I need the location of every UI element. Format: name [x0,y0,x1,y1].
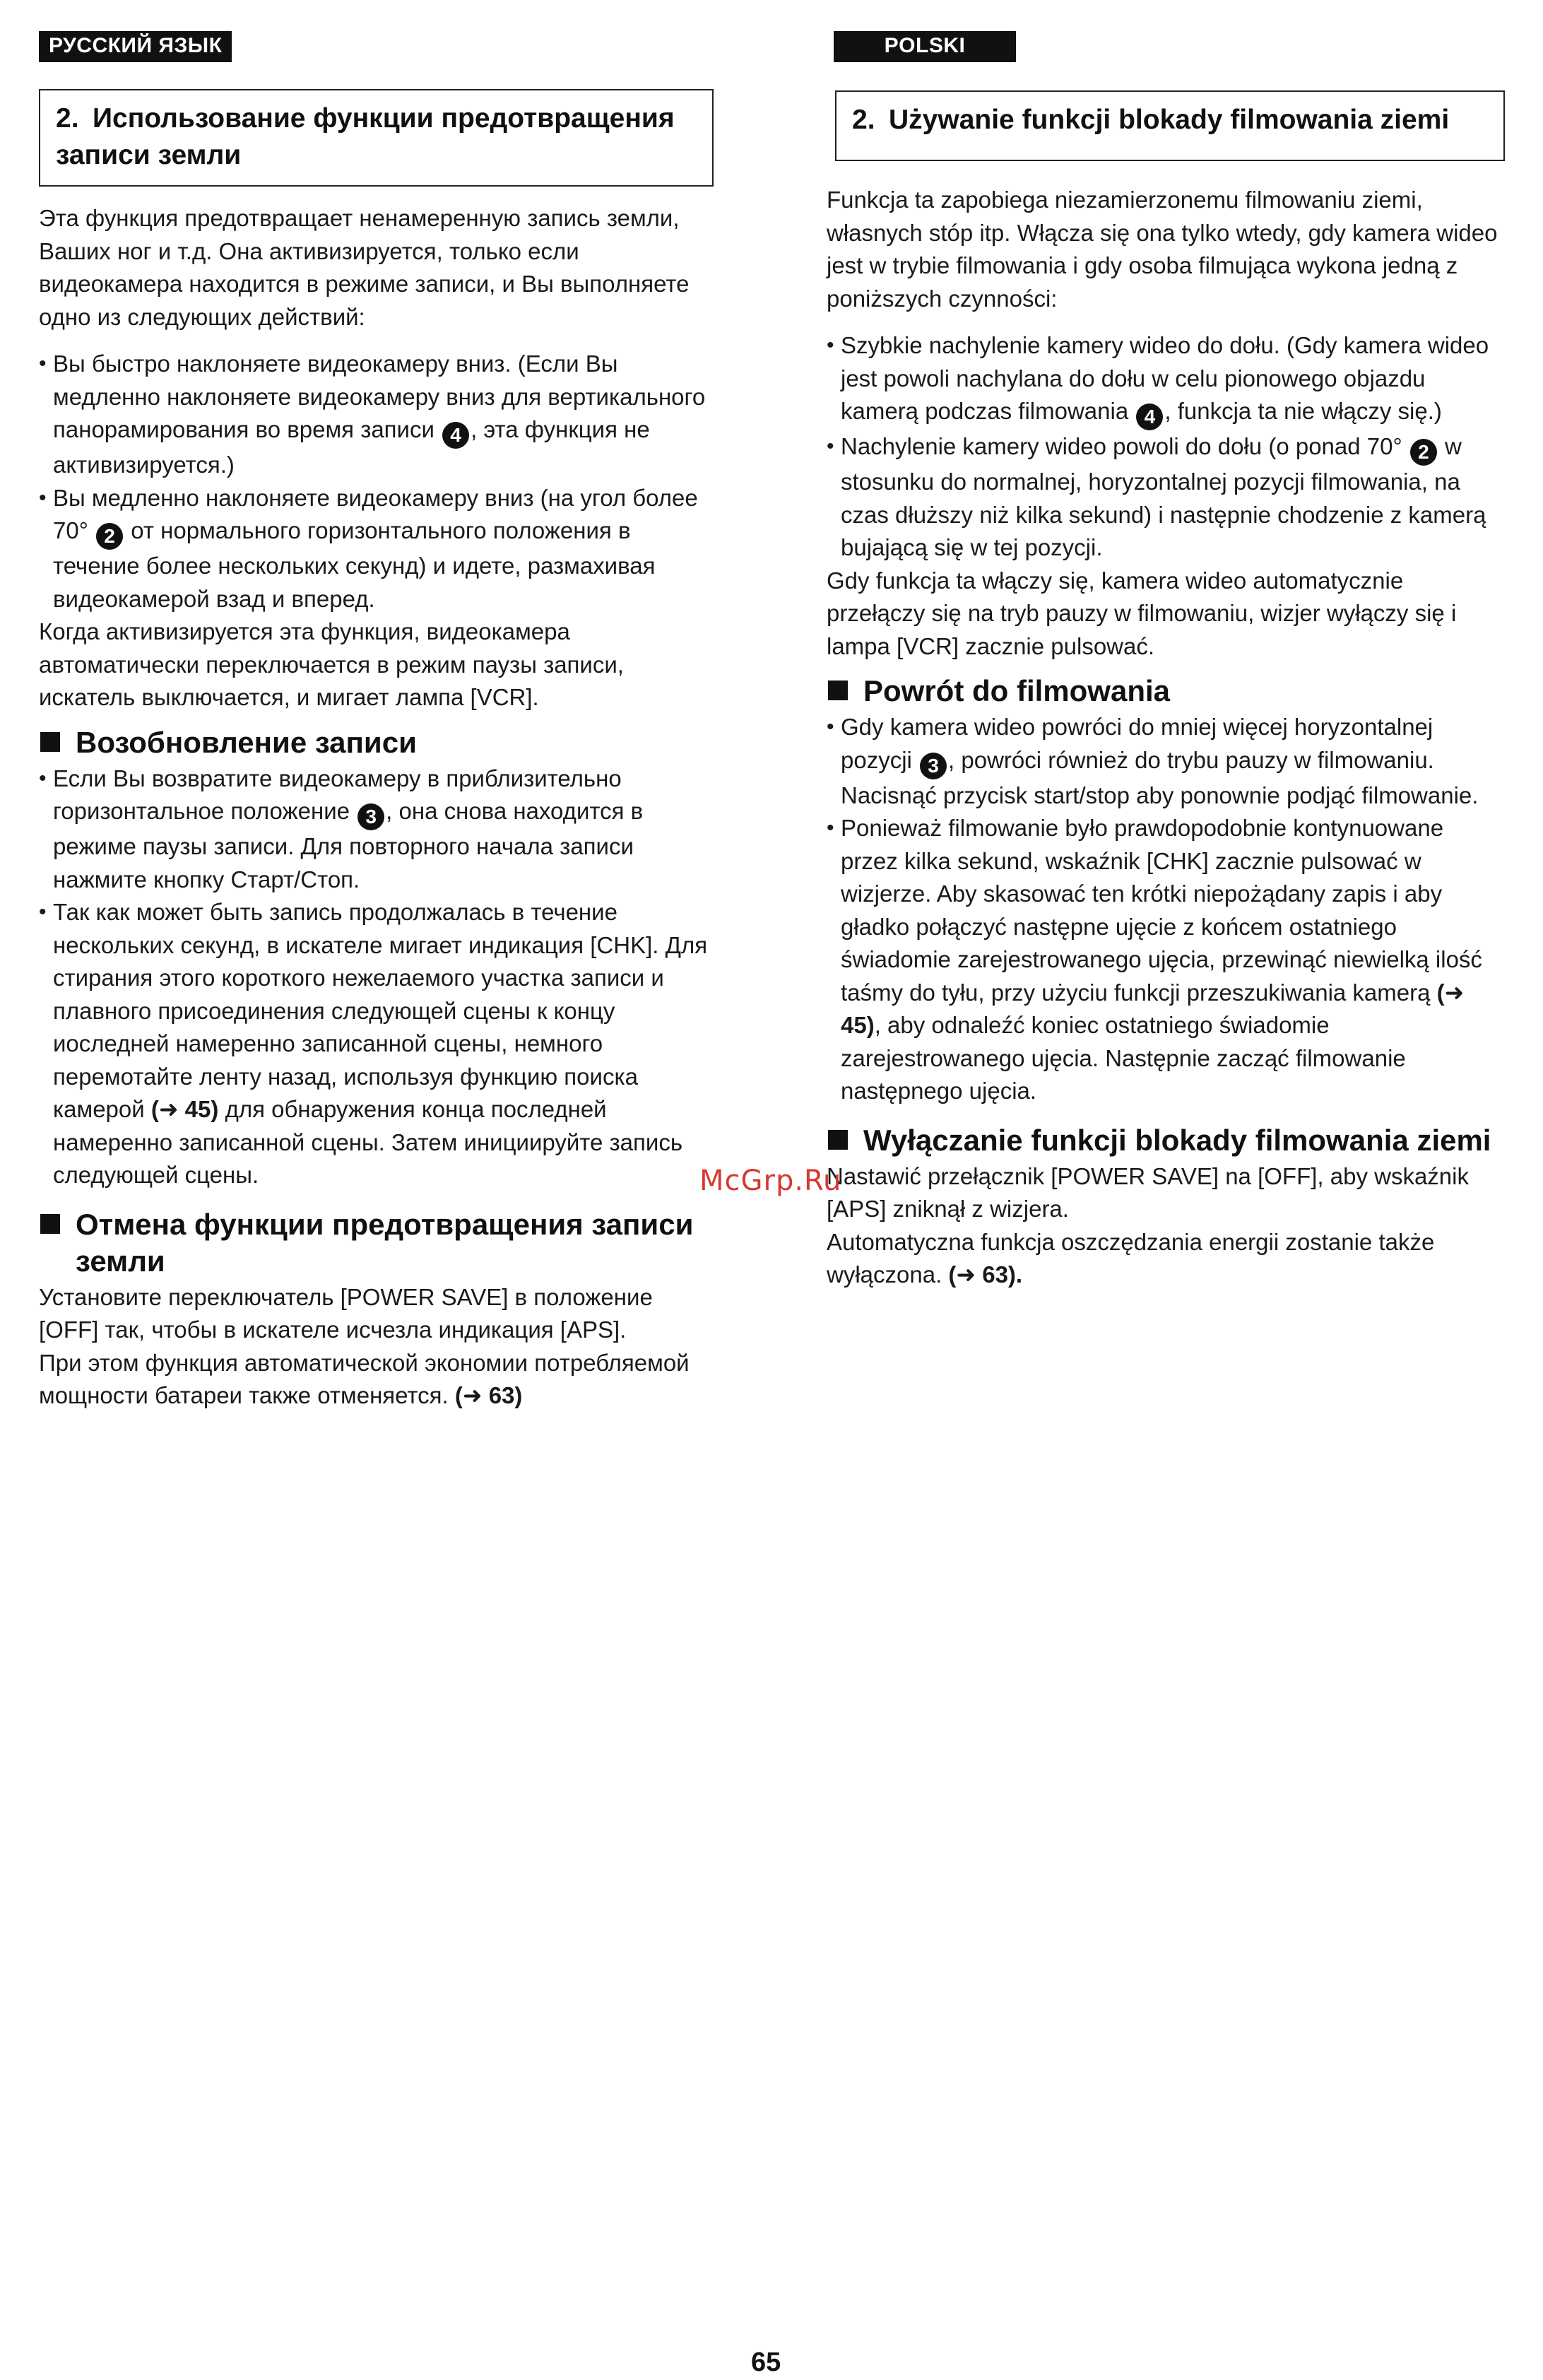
bullet-slow-tilt: • Nachylenie kamery wideo powoli do dołu (o ponad 70° 2 w stosunku do normalnej, horyzontalnej pozycji filmowania, na czas dłuższy niż kilka sekund) i następnie chodzenie z kamerą bujającą się w tej pozycji. [827,430,1505,565]
bullet-return-horizontal: • Gdy kamera wideo powróci do mniej więcej horyzontalnej pozycji 3 , powróci również do trybu pauzy w filmowaniu. Nacisnąć przycisk start/stop aby ponownie podjąć filmowanie. [827,711,1505,812]
section-number: 2. [852,105,875,135]
page-reference: (➜ 63). [948,1261,1023,1288]
heading-cancel-function: Wyłączanie funkcji blokady filmowania ziemi [827,1122,1505,1159]
square-bullet-icon [40,732,60,752]
circled-number-4-icon: 4 [442,422,469,449]
circled-number-2-icon: 2 [96,523,123,550]
bullet-return-horizontal: • Если Вы возвратите видеокамеру в приблизительно горизонтальное положение 3 , она снова находится в режиме паузы записи. Для повторного начала записи нажмите кнопку Старт/Стоп. [39,762,714,897]
bullet-chk-indication: • Так как может быть запись продолжалась в течение нескольких секунд, в искателе мигает индикация [CHK]. Для стирания этого короткого нежелаемого участка записи и плавного присоединения следующей сцены к концу иоследней намеренно записанной сцены, немного перемотайте ленту назад, используя функцию поиска камерой (➜ 45) для обнаружения конца последней намеренно записанной сцены. Затем инициируйте запись следующей сцены. [39,896,714,1192]
language-tab-polish: POLSKI [834,31,1016,62]
section-title: Использование функции предотвращения записи земли [56,103,675,170]
square-bullet-icon [828,1130,848,1150]
left-column [39,31,714,1413]
section-title-box [39,89,714,187]
cancel-paragraph: Nastawić przełącznik [POWER SAVE] na [OFF], aby wskaźnik [APS] zniknął z wizjera. [827,1162,1469,1222]
activation-paragraph: Когда активизируется эта функция, видеокамера автоматически переключается в режим паузы записи, искатель выключается, и мигает лампа [VCR]. [39,618,624,710]
circled-number-2-icon: 2 [1410,439,1437,466]
page-number: 65 [751,2347,781,2377]
page-reference: (➜ 45) [150,1096,219,1122]
circled-number-4-icon: 4 [1136,403,1163,430]
section-number: 2. [56,103,79,134]
circled-number-3-icon: 3 [920,753,947,779]
square-bullet-icon [828,681,848,700]
heading-resume-recording: Powrót do filmowania [827,673,1505,709]
bullet-fast-tilt: • Вы быстро наклоняете видеокамеру вниз. (Если Вы медленно наклоняете видеокамеру вниз для вертикального панорамирования во время записи 4 , эта функция не активизируется.) [39,348,714,482]
bullet-chk-indication: • Ponieważ filmowanie było prawdopodobnie kontynuowane przez kilka sekund, wskaźnik [CHK] zacznie pulsować w wizjerze. Aby skasować ten krótki niepożądany zapis i aby gładko połączyć następne ujęcie z końcem ostatniego świadomie zarejestrowanego ujęcia, przewinąć niewielką ilość taśmy do tyłu, przy użyciu funkcji przeszukiwania kamerą (➜ 45), aby odnaleźć koniec ostatniego świadomie zarejestrowanego ujęcia. Następnie zacząć filmowanie następnego ujęcia. [827,812,1505,1108]
activation-paragraph: Gdy funkcja ta włączy się, kamera wideo automatycznie przełączy się na tryb pauzy w filmowaniu, wizjer wyłączy się i lampa [VCR] zacznie pulsować. [827,567,1457,659]
cancel-paragraph: Установите переключатель [POWER SAVE] в положение [OFF] так, чтобы в искателе исчезла индикация [APS]. [39,1283,653,1343]
square-bullet-icon [40,1214,60,1234]
bullet-slow-tilt: • Вы медленно наклоняете видеокамеру вниз (на угол более 70° 2 от нормального горизонтального положения в течение более нескольких секунд) и идете, размахивая видеокамерой взад и вперед. [39,482,714,616]
watermark: McGrp.Ru [699,1165,842,1197]
section-title: Używanie funkcji blokady filmowania ziemi [889,105,1450,135]
intro-paragraph: Эта функция предотвращает ненамеренную запись земли, Ваших ног и т.д. Она активизируется, только если видеокамера находится в режиме записи, и Вы выполняете одно из следующих действий: [39,205,690,330]
section-title-box [835,90,1505,161]
power-save-paragraph: При этом функция автоматической экономии потребляемой мощности батареи также отменяется. (➜ 63) [39,1349,690,1408]
heading-cancel-function: Отмена функции предотвращения записи земли [39,1206,714,1280]
right-column [827,31,1505,1292]
page-reference: (➜ 63) [454,1382,523,1408]
heading-resume-recording: Возобновление записи [39,724,714,761]
language-tab-russian: РУССКИЙ ЯЗЫК [39,31,232,62]
intro-paragraph: Funkcja ta zapobiega niezamierzonemu filmowaniu ziemi, własnych stóp itp. Włącza się ona tylko wtedy, gdy kamera wideo jest w trybie filmowania i gdy osoba filmująca wykona jedną z poniższych czynności: [827,187,1498,312]
power-save-paragraph: Automatyczna funkcja oszczędzania energii zostanie także wyłączona. (➜ 63). [827,1228,1435,1288]
circled-number-3-icon: 3 [357,803,384,830]
page-reference: (➜ 45) [841,979,1465,1038]
bullet-fast-tilt: • Szybkie nachylenie kamery wideo do dołu. (Gdy kamera wideo jest powoli nachylana do dołu w celu pionowego objazdu kamerą podczas filmowania 4 , funkcja ta nie włączy się.) [827,329,1505,430]
